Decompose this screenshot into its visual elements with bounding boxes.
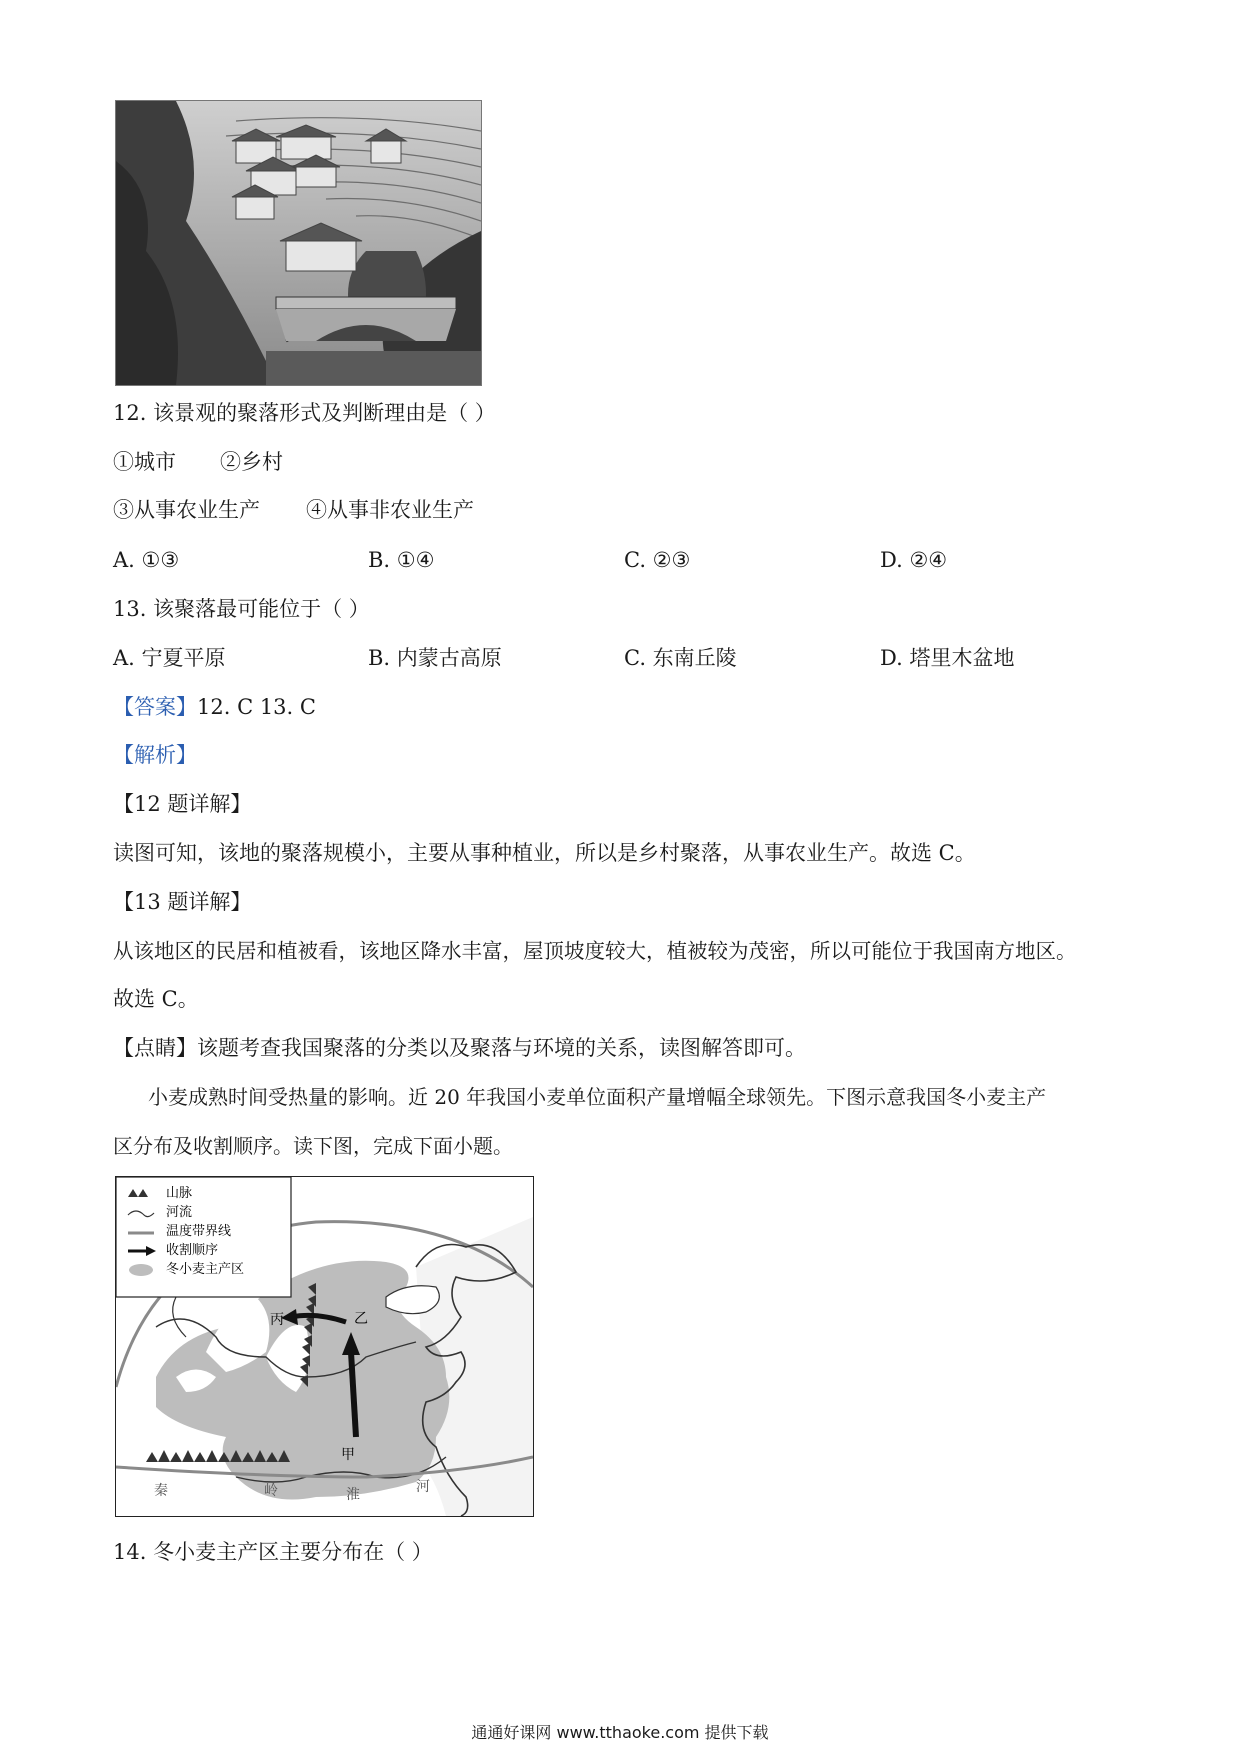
intro-line2: 区分布及收割顺序。读下图，完成下面小题。 xyxy=(113,1134,513,1158)
label-bing: 丙 xyxy=(270,1312,284,1328)
q12-choice-a: A. ①③ xyxy=(113,548,180,572)
answer-tag: 【答案】 xyxy=(113,695,197,719)
detail13-body-line1: 从该地区的民居和植被看，该地区降水丰富，屋顶坡度较大，植被较为茂密，所以可能位于我国南方地区。 xyxy=(113,939,1077,963)
analysis-tag: 【解析】 xyxy=(113,743,197,767)
detail12-body: 读图可知，该地的聚落规模小，主要从事种植业，所以是乡村聚落，从事农业生产。故选 C。 xyxy=(113,841,976,865)
detail13-body-line2: 故选 C。 xyxy=(113,987,199,1011)
q13-choice-a: A. 宁夏平原 xyxy=(113,646,226,670)
q12-option-3: ③从事农业生产 xyxy=(113,498,260,522)
legend-temp-boundary: 温度带界线 xyxy=(166,1224,232,1239)
label-he: 河 xyxy=(416,1479,430,1495)
label-jia: 甲 xyxy=(341,1447,355,1463)
q12-choice-b: B. ①④ xyxy=(368,548,435,572)
answer-line xyxy=(113,692,316,722)
q14-stem: 14. 冬小麦主产区主要分布在（ ） xyxy=(113,1540,433,1564)
wheat-map xyxy=(115,1176,534,1517)
legend-river: 河流 xyxy=(166,1205,193,1220)
q13-choice-c: C. 东南丘陵 xyxy=(624,646,737,670)
label-huai: 淮 xyxy=(346,1487,360,1503)
answer-text: 12. C 13. C xyxy=(197,695,316,719)
detail13-title: 【13 题详解】 xyxy=(113,890,252,914)
detail12-title: 【12 题详解】 xyxy=(113,792,252,816)
q12-choice-d: D. ②④ xyxy=(880,548,948,572)
q13-choice-b: B. 内蒙古高原 xyxy=(368,646,502,670)
legend-wheat-area: 冬小麦主产区 xyxy=(166,1262,245,1277)
q12-option-1: ①城市 xyxy=(113,450,176,474)
label-qin: 秦 xyxy=(154,1483,168,1499)
q13-stem: 13. 该聚落最可能位于（ ） xyxy=(113,597,370,621)
label-yi: 乙 xyxy=(354,1311,368,1327)
q13-choice-d: D. 塔里木盆地 xyxy=(880,646,1015,670)
legend-harvest-order: 收割顺序 xyxy=(166,1243,219,1258)
q12-stem: 12. 该景观的聚落形式及判断理由是（ ） xyxy=(113,401,496,425)
q12-option-2: ②乡村 xyxy=(220,450,283,474)
page-footer: 通通好课网 www.tthaoke.com 提供下载 xyxy=(471,1723,769,1742)
q12-option-4: ④从事非农业生产 xyxy=(306,498,474,522)
intro-line1: 小麦成熟时间受热量的影响。近 20 年我国小麦单位面积产量增幅全球领先。下图示意我国冬小麦主产 xyxy=(148,1085,1047,1109)
village-photo xyxy=(115,100,482,386)
label-ling: 岭 xyxy=(264,1483,278,1499)
map-legend xyxy=(116,1177,291,1297)
q12-choice-c: C. ②③ xyxy=(624,548,691,572)
tip-note: 【点睛】该题考查我国聚落的分类以及聚落与环境的关系，读图解答即可。 xyxy=(113,1036,806,1060)
legend-mountain: 山脉 xyxy=(166,1186,193,1201)
